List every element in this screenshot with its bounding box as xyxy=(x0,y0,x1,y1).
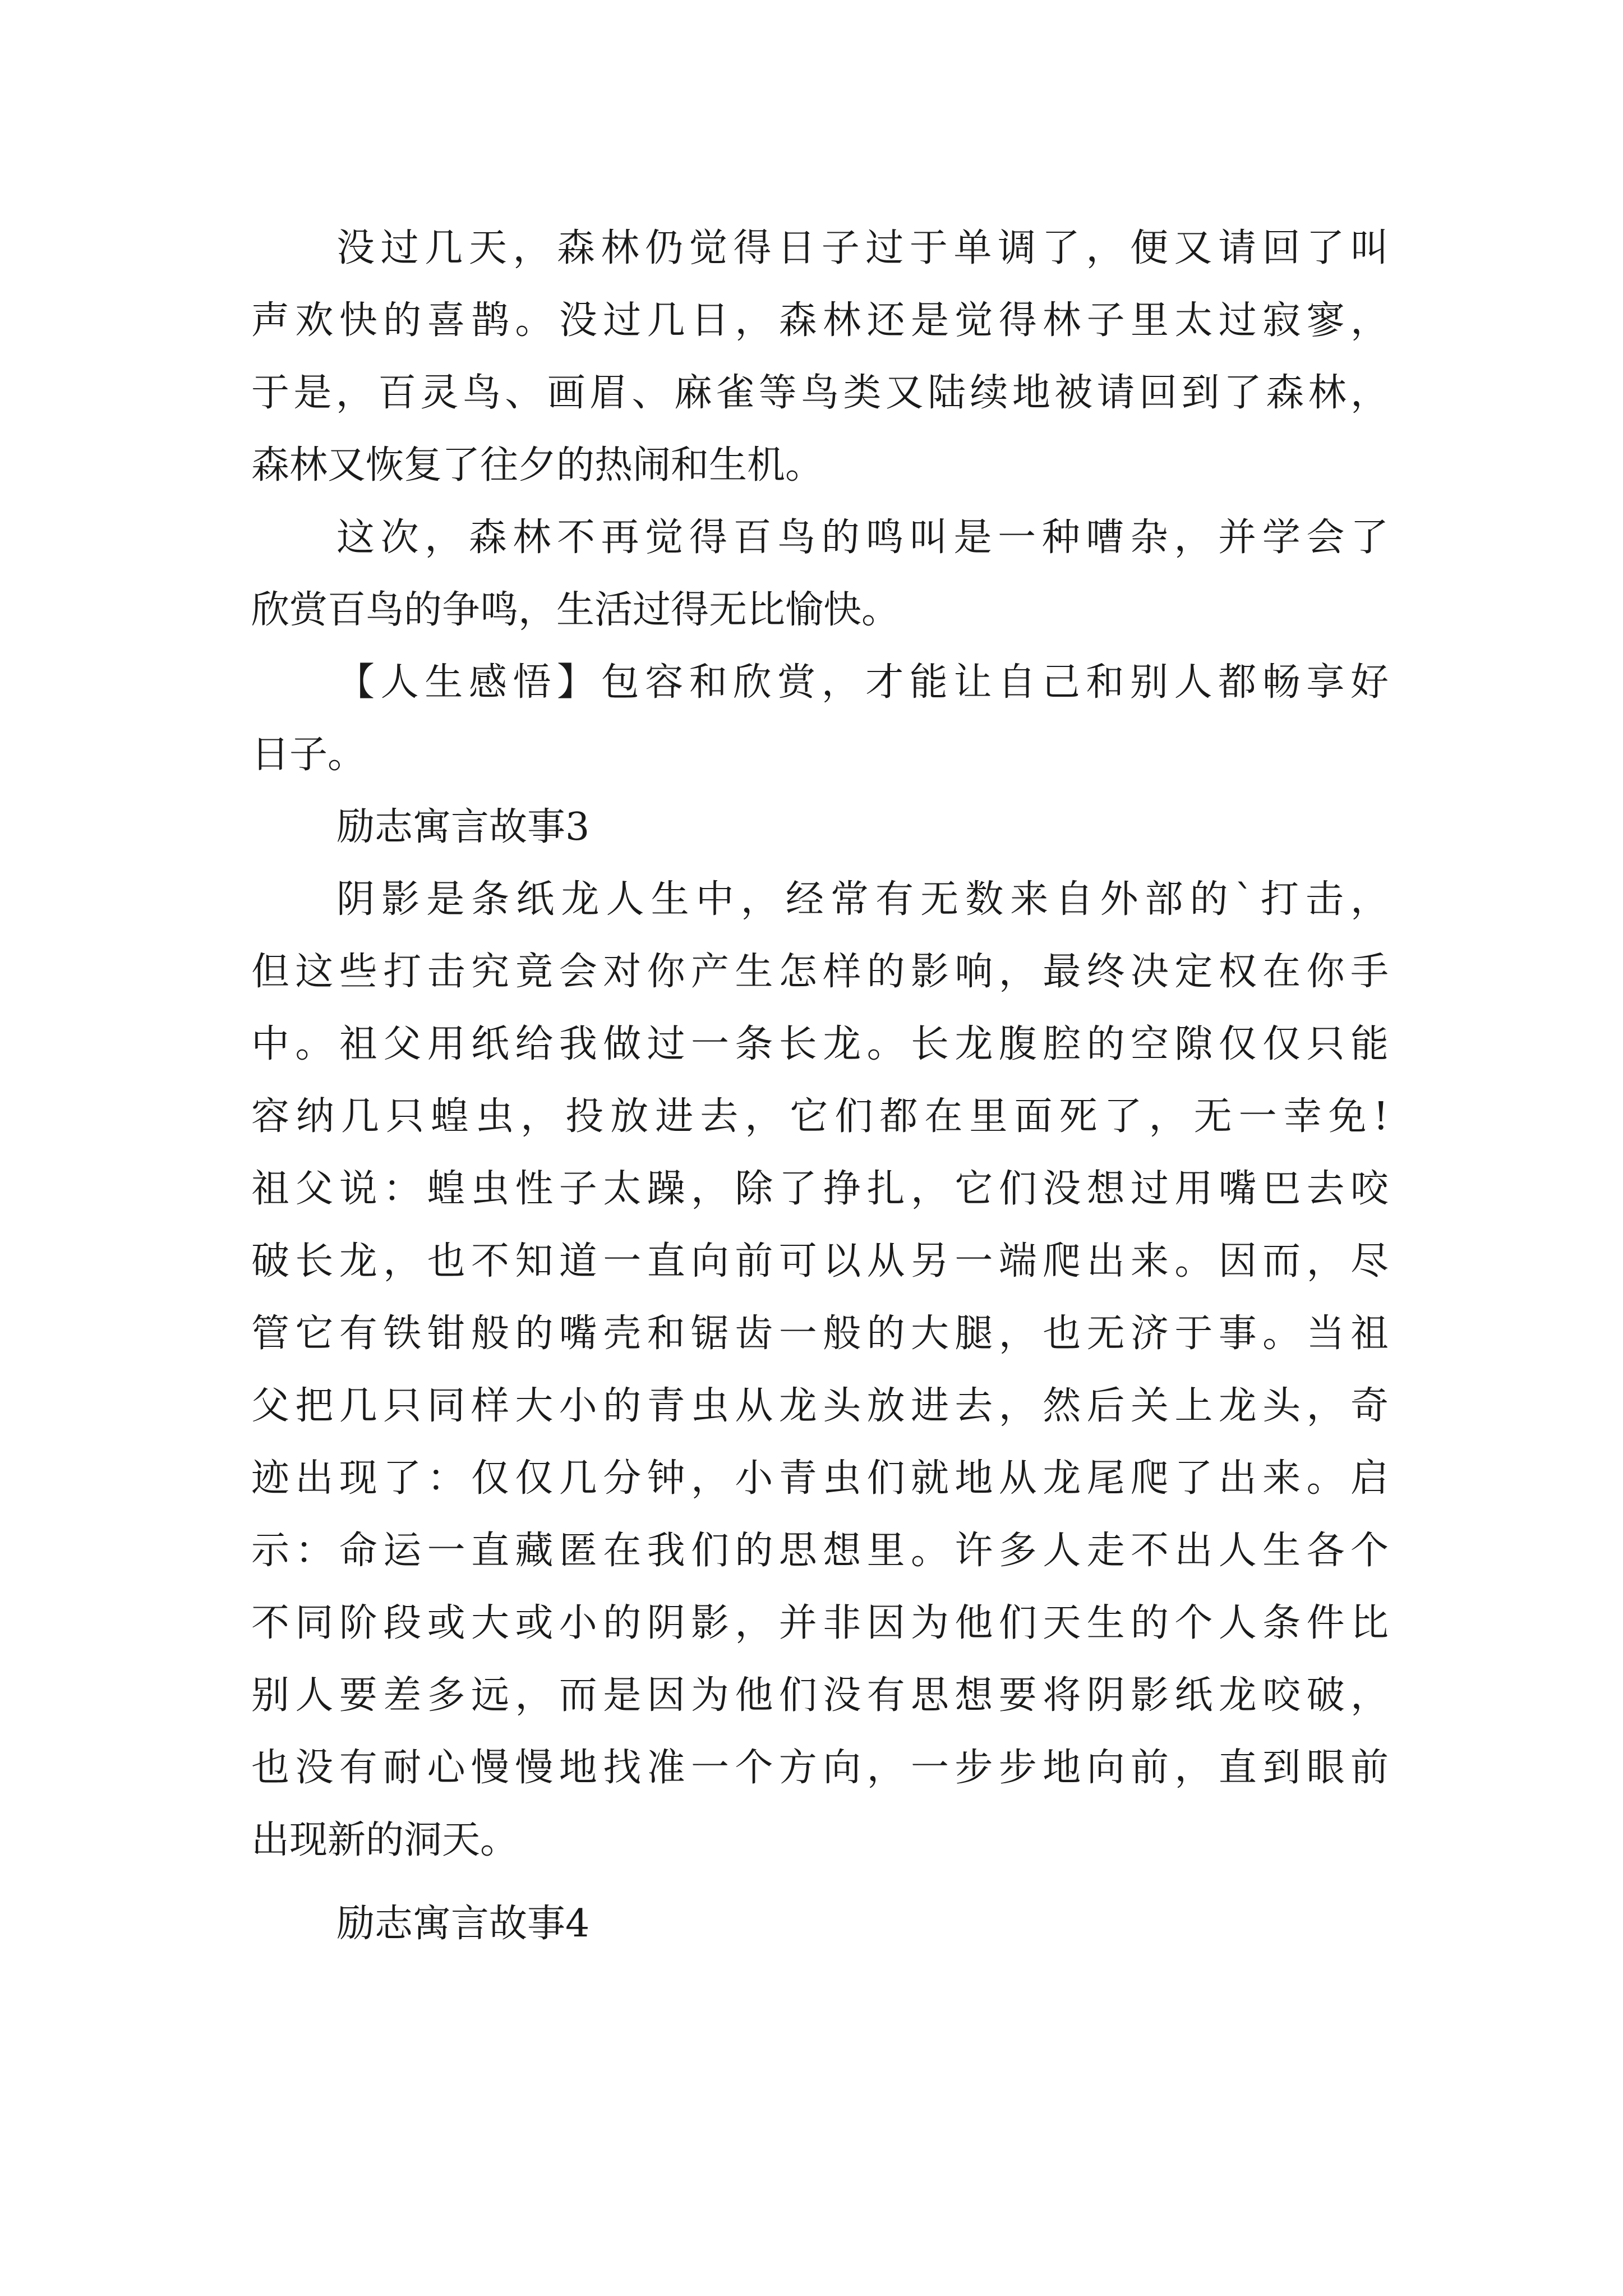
paragraph xyxy=(251,501,1389,646)
text-line: 管它有铁钳般的嘴壳和锯齿一般的大腿，也无济于事。当祖 xyxy=(251,1312,1389,1356)
text-line: 也没有耐心慢慢地找准一个方向，一步步地向前，直到眼前 xyxy=(251,1746,1389,1790)
section-heading-text: 励志寓言故事4 xyxy=(336,1902,590,1946)
section-heading-text: 励志寓言故事3 xyxy=(336,805,590,849)
text-line: 森林又恢复了往夕的热闹和生机。 xyxy=(251,443,824,487)
text-line: 祖父说：蝗虫性子太躁，除了挣扎，它们没想过用嘴巴去咬 xyxy=(251,1167,1389,1211)
text-line: 没过几天，森林仍觉得日子过于单调了，便又请回了叫 xyxy=(336,226,1389,270)
text-line: 阴影是条纸龙人生中，经常有无数来自外部的`打击， xyxy=(336,877,1389,922)
text-line: 于是，百灵鸟、画眉、麻雀等鸟类又陆续地被请回到了森林， xyxy=(251,371,1389,415)
text-line: 这次，森林不再觉得百鸟的鸣叫是一种嘈杂，并学会了 xyxy=(336,516,1389,560)
text-line: 破长龙，也不知道一直向前可以从另一端爬出来。因而，尽 xyxy=(251,1239,1389,1283)
text-line: 日子。 xyxy=(251,733,366,777)
text-line: 中。祖父用纸给我做过一条长龙。长龙腹腔的空隙仅仅只能 xyxy=(251,1022,1389,1066)
section-heading xyxy=(251,1888,1389,1960)
text-line: 迹出现了：仅仅几分钟，小青虫们就地从龙尾爬了出来。启 xyxy=(251,1456,1389,1501)
paragraph-gap xyxy=(251,1876,1389,1888)
paragraph xyxy=(251,863,1389,1876)
text-line: 不同阶段或大或小的阴影，并非因为他们天生的个人条件比 xyxy=(251,1601,1389,1645)
text-line: 但这些打击究竟会对你产生怎样的影响，最终决定权在你手 xyxy=(251,950,1389,994)
text-line: 声欢快的喜鹊。没过几日，森林还是觉得林子里太过寂寥， xyxy=(251,298,1389,343)
text-line: 出现新的洞天。 xyxy=(251,1818,519,1862)
text-line: 父把几只同样大小的青虫从龙头放进去，然后关上龙头，奇 xyxy=(251,1384,1389,1428)
text-line: 示：命运一直藏匿在我们的思想里。许多人走不出人生各个 xyxy=(251,1529,1389,1573)
text-line: 【人生感悟】包容和欣赏，才能让自己和别人都畅享好 xyxy=(336,660,1389,705)
paragraph xyxy=(251,646,1389,791)
text-line: 欣赏百鸟的争鸣，生活过得无比愉快。 xyxy=(251,588,900,632)
document-body xyxy=(251,212,1389,1960)
text-line: 别人要差多远，而是因为他们没有思想要将阴影纸龙咬破， xyxy=(251,1673,1389,1718)
text-line: 容纳几只蝗虫，投放进去，它们都在里面死了，无一幸免! xyxy=(251,1094,1389,1139)
paragraph xyxy=(251,212,1389,501)
section-heading xyxy=(251,791,1389,863)
